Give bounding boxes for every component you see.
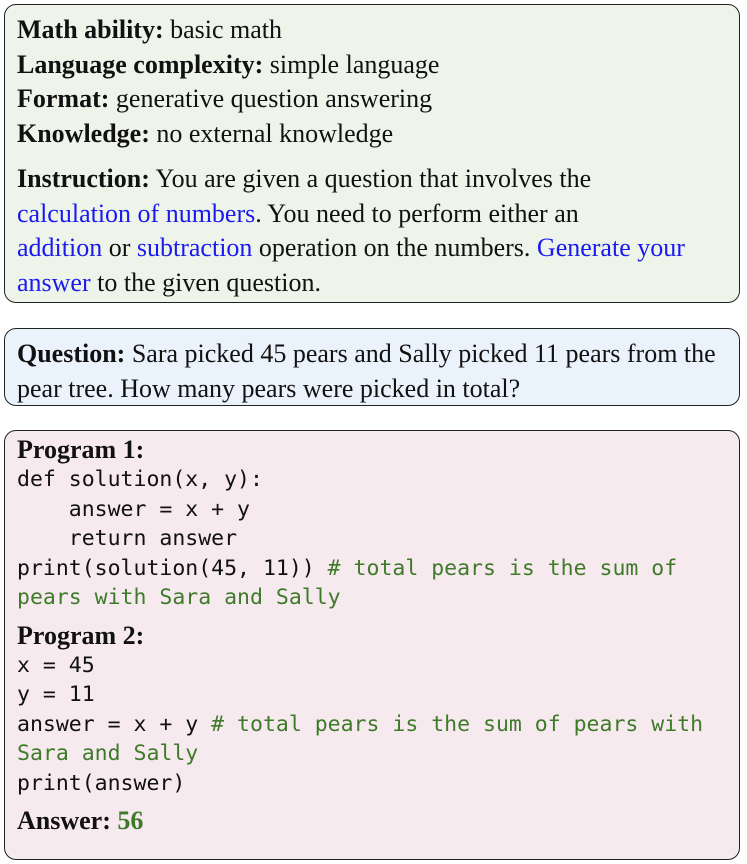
- program-1-title: Program 1:: [17, 435, 145, 464]
- language-complexity-row: [17, 48, 727, 83]
- instruction-paragraph: [17, 162, 727, 300]
- code-line: y = 11: [17, 682, 95, 707]
- code-comment: # total pears is the sum of pears with: [211, 711, 704, 737]
- knowledge-row: [17, 117, 727, 152]
- program-2-title: Program 2:: [17, 620, 145, 650]
- code-comment: # total pears is the sum of: [327, 555, 678, 581]
- code-line: return answer: [17, 526, 238, 551]
- question-label: Question:: [17, 339, 126, 368]
- instruction-label: Instruction:: [17, 164, 150, 193]
- format-label: Format:: [17, 84, 110, 113]
- code-line: answer = x + y: [17, 496, 250, 522]
- answer-label: Answer:: [17, 806, 111, 835]
- instruction-highlight-4: Generate your answer: [17, 233, 685, 297]
- answer-value: 56: [117, 806, 144, 835]
- instruction-text-1: You are given a question that involves the: [155, 164, 592, 193]
- question-text: Sara picked 45 pears and Sally picked 11 pears from the pear tree. How many pears were picked in total?: [17, 339, 716, 403]
- code-line: def solution(x, y):: [17, 467, 263, 492]
- instruction-text-4: operation on the numbers.: [258, 233, 531, 262]
- knowledge-value: no external knowledge: [156, 118, 394, 148]
- instruction-highlight-2: addition: [17, 233, 103, 262]
- language-complexity-label: Language complexity:: [17, 49, 264, 79]
- code-comment: pears with Sara and Sally: [17, 585, 341, 610]
- instruction-highlight-1: calculation of numbers: [17, 198, 256, 228]
- instruction-text-5: to the given question.: [97, 267, 321, 297]
- math-ability-value: basic math: [170, 15, 283, 44]
- format-row: [17, 82, 727, 117]
- instruction-text-2: . You need to perform either an: [255, 198, 579, 228]
- question-paragraph: [17, 337, 727, 406]
- code-line: x = 45: [17, 652, 95, 678]
- program-2-code: [17, 651, 727, 799]
- code-text: print(solution(45, 11)): [17, 555, 315, 581]
- math-ability-label: Math ability:: [17, 15, 164, 44]
- programs-box: [4, 430, 740, 860]
- code-text: answer = x + y: [17, 711, 199, 737]
- language-complexity-value: simple language: [269, 49, 440, 79]
- knowledge-label: Knowledge:: [17, 118, 150, 148]
- code-comment: Sara and Sally: [17, 741, 199, 766]
- question-box: [4, 328, 740, 406]
- instruction-highlight-3: subtraction: [136, 233, 253, 262]
- program-1-code: [17, 465, 727, 613]
- format-value: generative question answering: [115, 84, 433, 113]
- code-line: print(answer): [17, 770, 186, 796]
- answer-row: [17, 804, 727, 838]
- code-line: [17, 710, 727, 740]
- math-ability-row: [17, 13, 727, 48]
- code-line: [17, 554, 727, 584]
- instruction-text-3: or: [108, 233, 131, 262]
- attributes-box: [4, 4, 740, 303]
